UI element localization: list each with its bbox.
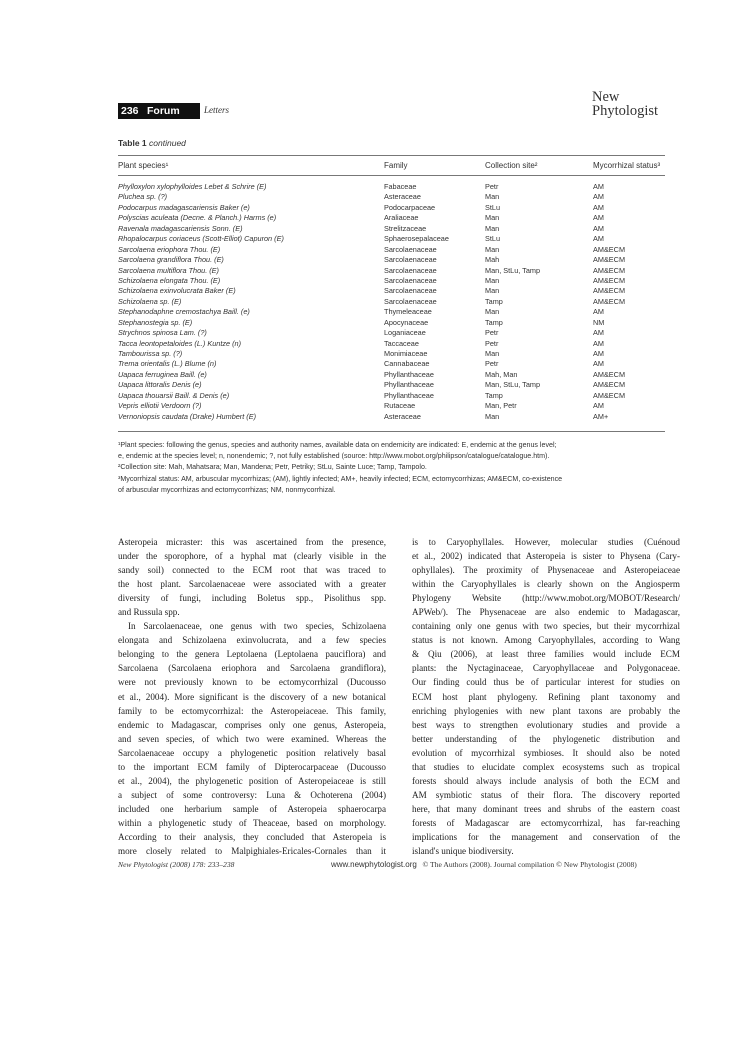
text-line: elongata and Schizolaena exinvolucrata, and a few species xyxy=(118,635,386,646)
table-cell-species: Sarcolaena eriophora Thou. (E) xyxy=(118,244,221,254)
page-header xyxy=(118,103,665,123)
table-cell-family: Phyllanthaceae xyxy=(384,390,434,400)
table-cell-site: Man, Petr xyxy=(485,401,517,411)
table-cell-family: Sarcolaenaceae xyxy=(384,296,437,306)
table-cell-status: AM&ECM xyxy=(593,255,626,265)
table-cell-species: Tacca leontopetaloides (L.) Kuntze (n) xyxy=(118,338,242,348)
table-cell-family: Taccaceae xyxy=(384,338,419,348)
table-cell-status: AM&ECM xyxy=(593,296,626,306)
table-top-rule xyxy=(118,155,665,156)
table-cell-family: Phyllanthaceae xyxy=(384,380,434,390)
table-cell-species: Vepris elliotii Verdoorn (?) xyxy=(118,401,202,411)
table-cell-species: Tambourissa sp. (?) xyxy=(118,349,183,358)
journal-name-line1: New xyxy=(592,89,620,105)
table-row xyxy=(118,307,665,317)
table-cell-species: Strychnos spinosa Lam. (?) xyxy=(118,328,207,338)
table-cell-family: Loganiaceae xyxy=(384,328,426,338)
text-line: forests of Madagascar are ectomycorrhizal, has far-reaching xyxy=(412,817,680,828)
table-row xyxy=(118,192,665,202)
text-line: APWeb/). The Physenaceae are also endemic to Madagascar, xyxy=(412,607,680,618)
body-column-left xyxy=(118,535,386,858)
table-cell-site: Man xyxy=(485,223,500,233)
table-cell-site: Man xyxy=(485,411,500,421)
table-cell-species: Uapaca ferruginea Baill. (e) xyxy=(118,369,207,379)
table-cell-family: Asteraceae xyxy=(384,192,421,202)
table-cell-site: Man xyxy=(485,349,500,358)
table-cell-species: Uapaca littoralis Denis (e) xyxy=(118,380,202,390)
text-line: island's unique biodiversity. xyxy=(412,846,514,857)
page-tab xyxy=(118,103,200,119)
table-cell-status: AM+ xyxy=(593,411,609,421)
text-line: Sarcolaena (Sarcolaena eriophora and Sarcolaena grandiflora), xyxy=(118,663,386,674)
text-line: et al., 2004). More significant is the discovery of a new botanical xyxy=(118,691,386,702)
text-line: here, that many dominant trees and shrubs of the eastern coast xyxy=(412,803,680,814)
footnote-line: ²Collection site: Mah, Mahatsara; Man, Mandena; Petr, Petriky; StLu, Sainte Luce; Tamp, Tampolo. xyxy=(118,463,427,472)
text-line: AM symbiotic status of their flora. The discovery reported xyxy=(412,789,680,800)
table-cell-status: AM xyxy=(593,182,604,191)
table-row xyxy=(118,182,665,192)
text-line: and seven species, of which two were examined. Whereas the xyxy=(118,733,386,744)
text-line: In Sarcolaenaceae, one genus with two species, Schizolaena xyxy=(128,621,386,632)
table-cell-status: AM xyxy=(593,328,604,338)
table-row xyxy=(118,401,665,411)
table-cell-species: Schizolaena sp. (E) xyxy=(118,296,182,306)
table-cell-site: Petr xyxy=(485,182,499,191)
table-cell-family: Sarcolaenaceae xyxy=(384,255,437,265)
table-cell-species: Vernoniopsis caudata (Drake) Humbert (E) xyxy=(118,411,257,421)
table-cell-site: Mah, Man xyxy=(485,369,518,379)
table-cell-species: Rhopalocarpus coriaceus (Scott-Elliot) Capuron (E) xyxy=(118,234,284,244)
table-cell-status: AM xyxy=(593,192,604,202)
text-line: the host plant. Sarcolaenaceae were associated with a greater xyxy=(118,579,386,590)
text-line: and Russula spp. xyxy=(118,607,180,618)
text-line: within the Caryophyllales is clearly shown on the Angiosperm xyxy=(412,579,680,590)
text-line: Asteropeia micraster: this was ascertained from the presence, xyxy=(118,537,386,547)
table-cell-status: AM xyxy=(593,349,604,358)
table-header-family: Family xyxy=(384,161,408,170)
table-cell-status: AM xyxy=(593,359,604,369)
table-cell-site: Man xyxy=(485,192,500,202)
footer-copyright-line xyxy=(331,860,637,869)
table-row xyxy=(118,286,665,296)
table-cell-site: StLu xyxy=(485,234,501,244)
table-cell-family: Sarcolaenaceae xyxy=(384,244,437,254)
table-cell-species: Polyscias aculeata (Decne. & Planch.) Harms (e) xyxy=(118,213,277,223)
footer-copyright: © The Authors (2008). Journal compilation © New Phytologist (2008) xyxy=(422,860,637,869)
text-line: ECM host plant phylogeny. Refining plant taxonomy and xyxy=(412,691,680,702)
text-line: implications for the management and conservation of the xyxy=(412,831,680,842)
table-cell-family: Sphaerosepalaceae xyxy=(384,234,449,244)
table-label: Table 1 xyxy=(118,138,147,148)
table-cell-species: Trema orientalis (L.) Blume (n) xyxy=(118,359,217,369)
table-cell-status: AM xyxy=(593,401,604,411)
subsection-name: Letters xyxy=(204,105,230,115)
table-cell-species: Stephanostegia sp. (E) xyxy=(118,317,193,327)
text-line: under the sporophore, of a hyphal mat (clearly visible in the xyxy=(118,551,386,562)
table-cell-site: Mah xyxy=(485,255,500,265)
table-cell-site: Petr xyxy=(485,359,499,369)
text-line: forests should always include analysis of both the ECM and xyxy=(412,775,680,786)
text-line: endemic to Madagascar, comprises only one genus, Asteropeia, xyxy=(118,719,386,730)
table-cell-family: Thymeleaceae xyxy=(384,307,432,317)
table-row xyxy=(118,266,665,276)
table-cell-site: Petr xyxy=(485,338,499,348)
footnote-line: ³Mycorrhizal status: AM, arbuscular mycorrhizas; (AM), lightly infected; AM+, heavily infected; ECM, ectomycorrhizas; AM&ECM, co-existence xyxy=(118,474,563,483)
table-row xyxy=(118,203,665,213)
table-cell-family: Apocynaceae xyxy=(384,317,429,327)
table-cell-family: Sarcolaenaceae xyxy=(384,275,437,285)
table-row xyxy=(118,412,665,422)
table-cell-site: Man xyxy=(485,286,500,296)
table-cell-site: Man xyxy=(485,213,500,223)
table-cell-status: AM xyxy=(593,234,604,244)
table-row xyxy=(118,349,665,359)
table-cell-family: Fabaceae xyxy=(384,182,417,191)
journal-logo xyxy=(592,90,658,118)
footnote-line: of arbuscular mycorrhizas and ectomycorrhizas; NM, nonmycorrhizal. xyxy=(118,485,336,494)
footnote-line: ¹Plant species: following the genus, species and authority names, available data on endemicity are indicated: E, endemic at the genus level; xyxy=(118,441,557,449)
table-row xyxy=(118,328,665,338)
table-bottom-rule xyxy=(118,431,665,432)
table-row xyxy=(118,370,665,380)
text-line: et al., 2004), the phylogenetic position of Asteropeiaceae is still xyxy=(118,775,386,786)
text-line: & Qiu (2006), at least three families would include ECM xyxy=(412,649,680,660)
table-cell-status: AM xyxy=(593,338,604,348)
text-line: enriching phylogenies with new plant taxons are probably the xyxy=(412,705,680,716)
table-cell-species: Ravenala madagascariensis Sonn. (E) xyxy=(118,223,243,233)
table-row xyxy=(118,318,665,328)
table-row xyxy=(118,359,665,369)
text-line: within a phylogenetic study of Theaceae, based on morphology. xyxy=(118,817,386,828)
table-body xyxy=(118,182,665,422)
text-line: that studies to elucidate complex ecosystems such as tropical xyxy=(412,761,680,772)
table-row xyxy=(118,245,665,255)
text-line: best ways to strengthen evolutionary studies and provide a xyxy=(412,719,680,730)
text-line: Sarcolaenaceae occupy a phylogenetic position relatively basal xyxy=(118,747,386,758)
table-cell-status: AM&ECM xyxy=(593,369,626,379)
table-row xyxy=(118,391,665,401)
table-cell-species: Pluchea sp. (?) xyxy=(118,192,168,202)
text-line: plants: the Nyctaginaceae, Caryophyllaceae and Polygonaceae. xyxy=(412,663,680,674)
table-row xyxy=(118,255,665,265)
text-line: better understanding of the phylogenetic distribution and xyxy=(412,733,680,744)
text-line: belonging to the genera Leptolaena (Leptolaena pauciflora) and xyxy=(118,649,386,660)
table-cell-family: Monimiaceae xyxy=(384,349,428,358)
table-cell-species: Sarcolaena multiflora Thou. (E) xyxy=(118,265,219,275)
table-row xyxy=(118,213,665,223)
table-cell-site: Petr xyxy=(485,328,499,338)
table-header-species: Plant species¹ xyxy=(118,161,169,170)
table-cell-site: Man xyxy=(485,307,500,317)
table-cell-family: Strelitzaceae xyxy=(384,223,427,233)
footnote-line: e, endemic at the species level; n, nonendemic; ?, not fully established (source: http://www.mobot.org/philipson/catalogue/catalogue.htm). xyxy=(118,452,550,461)
table-cell-status: AM xyxy=(593,213,604,223)
table-cell-status: AM&ECM xyxy=(593,275,626,285)
text-line: a subject of some controversy: Luna & Ochoterena (2004) xyxy=(118,789,386,800)
table-cell-status: AM&ECM xyxy=(593,390,626,400)
table-cell-site: Tamp xyxy=(485,317,503,327)
table-cell-family: Podocarpaceae xyxy=(384,202,436,212)
table-cell-status: AM xyxy=(593,223,604,233)
table-row xyxy=(118,234,665,244)
table-cell-family: Asteraceae xyxy=(384,411,421,421)
text-line: included one herbarium sample of Asteropeia sphaerocarpa xyxy=(118,803,386,814)
text-line: is to Caryophyllales. However, molecular studies (Cuénoud xyxy=(412,537,680,547)
footer-url[interactable]: www.newphytologist.org xyxy=(331,860,417,869)
table-row xyxy=(118,339,665,349)
table-cell-site: Man, StLu, Tamp xyxy=(485,380,541,390)
text-line: were not previously known to be ectomycorrhizal (Ducousso xyxy=(118,677,386,688)
text-line: sandy soil) connected to the ECM root that was traced to xyxy=(118,565,386,576)
table-cell-status: NM xyxy=(593,317,605,327)
table-row xyxy=(118,224,665,234)
table-caption xyxy=(118,138,186,148)
table-cell-species: Schizolaena elongata Thou. (E) xyxy=(118,275,221,285)
table-cell-site: Man xyxy=(485,275,500,285)
text-line: to the important ECM family of Dipterocarpaceae (Ducousso xyxy=(118,761,386,772)
journal-name-line2: Phytologist xyxy=(592,103,659,119)
table-cell-status: AM xyxy=(593,202,604,212)
footer-citation: New Phytologist (2008) 178: 233–238 xyxy=(118,860,235,869)
table-cell-family: Araliaceae xyxy=(384,213,419,223)
table-cell-family: Sarcolaenaceae xyxy=(384,265,437,275)
text-line: evolution of mycorrhizal symbioses. It should also be noted xyxy=(412,747,680,758)
text-line: containing only one genus with two species, but their mycorrhizal xyxy=(412,621,680,632)
table-cell-status: AM&ECM xyxy=(593,286,626,296)
table-cell-site: Man, StLu, Tamp xyxy=(485,265,541,275)
section-name: Forum xyxy=(147,105,180,117)
text-line: et al., 2002) indicated that Asteropeia is sister to Physena (Cary- xyxy=(412,551,680,562)
table-footnotes xyxy=(118,440,665,496)
table-row xyxy=(118,380,665,390)
table-cell-status: AM&ECM xyxy=(593,265,626,275)
table-cell-family: Sarcolaenaceae xyxy=(384,286,437,296)
table-cell-status: AM&ECM xyxy=(593,244,626,254)
table-cell-family: Cannabaceae xyxy=(384,359,430,369)
table-caption-text: continued xyxy=(149,138,186,148)
text-line: ophyllales). The proximity of Physenaceae and Asteropeiaceae xyxy=(412,565,680,576)
table-header-site: Collection site² xyxy=(485,161,538,170)
body-column-right xyxy=(412,535,680,858)
table-header-status: Mycorrhizal status³ xyxy=(593,161,661,170)
table-cell-species: Schizolaena exinvolucrata Baker (E) xyxy=(118,286,236,296)
table-cell-site: Man xyxy=(485,244,500,254)
text-line: According to their analysis, they concluded that Asteropeia is xyxy=(118,831,386,842)
text-line: status is not known. Among Caryophyllales, according to Wang xyxy=(412,635,680,646)
table-cell-status: AM&ECM xyxy=(593,380,626,390)
table-cell-site: Tamp xyxy=(485,296,503,306)
page-number: 236 xyxy=(121,105,139,117)
table-cell-species: Stephanodaphne cremostachya Baill. (e) xyxy=(118,307,250,317)
text-line: Our finding could thus be of particular interest for studies on xyxy=(412,677,680,688)
table-cell-site: StLu xyxy=(485,202,501,212)
table-cell-species: Podocarpus madagascariensis Baker (e) xyxy=(118,202,250,212)
table-row xyxy=(118,297,665,307)
table-cell-species: Phylloxylon xylophylloides Lebet & Schrire (E) xyxy=(118,182,267,191)
table-cell-status: AM xyxy=(593,307,604,317)
text-line: diversity of fungi, including Boletus spp., Pisolithus spp. xyxy=(118,593,386,604)
text-line: more closely related to Malpighiales-Ericales-Cornales than it xyxy=(118,846,386,857)
text-line: family to be ectomycorrhizal: the Asteropeiaceae. This family, xyxy=(118,705,386,716)
table-cell-family: Rutaceae xyxy=(384,401,416,411)
table-cell-species: Uapaca thouarsii Baill. & Denis (e) xyxy=(118,390,230,400)
table-row xyxy=(118,276,665,286)
table-cell-species: Sarcolaena grandiflora Thou. (E) xyxy=(118,255,224,265)
text-line: Phylogeny Website (http://www.mobot.org/MOBOT/Research/ xyxy=(412,593,680,604)
table-header-rule xyxy=(118,175,665,176)
table-cell-family: Phyllanthaceae xyxy=(384,369,434,379)
table-cell-site: Tamp xyxy=(485,390,503,400)
